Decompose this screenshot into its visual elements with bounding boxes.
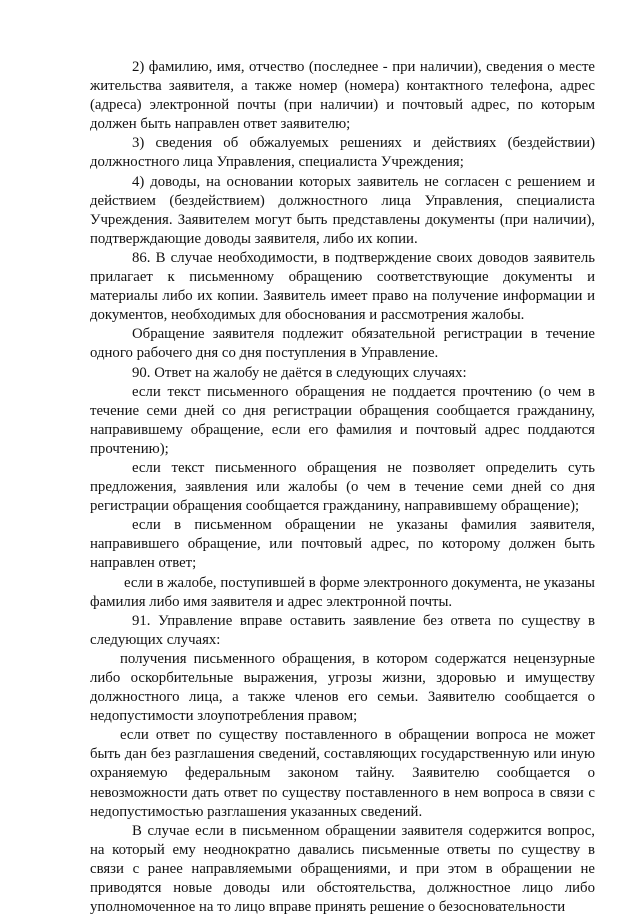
- paragraph-unclear-essence: если текст письменного обращения не позволяет определить суть предложения, заявления или жалобы (о чем в течение семи дней со дня регистрации обращения сообщается гражданину, направившему обращение);: [90, 459, 595, 515]
- paragraph-clause-86: 86. В случае необходимости, в подтверждение своих доводов заявитель прилагает к письменному обращению соответствующие документы и материалы либо их копии. Заявитель имеет право на получение информации и документов, необходимых для обоснования и рассмотрения жалобы.: [90, 249, 595, 324]
- paragraph-secret: если ответ по существу поставленного в обращении вопроса не может быть дан без разглашения сведений, составляющих государственную или иную охраняемую федеральным законом тайну. Заявителю сообщается о невозможности дать ответ по существу поставленного в нем вопроса в связи с недопустимостью разглашения указанных сведений.: [90, 727, 595, 820]
- document-page: [90, 58, 595, 917]
- paragraph-unreadable: если текст письменного обращения не поддается прочтению (о чем в течение семи дней со дня регистрации обращения сообщается гражданину, направившему обращение, если его фамилия и почтовый адрес поддаются прочтению);: [90, 383, 595, 457]
- paragraph-item-3: 3) сведения об обжалуемых решениях и действиях (бездействии) должностного лица Управления, специалиста Учреждения;: [90, 135, 595, 171]
- paragraph-registration: Обращение заявителя подлежит обязательной регистрации в течение одного рабочего дня со дня поступления в Управление.: [90, 326, 595, 362]
- paragraph-clause-90: 90. Ответ на жалобу не даётся в следующих случаях:: [132, 364, 467, 381]
- paragraph-repeated-question: В случае если в письменном обращении заявителя содержится вопрос, на который ему неоднократно давались письменные ответы по существу в связи с ранее направляемыми обращениями, и при этом в обращении не приводятся новые доводы или обстоятельства, должностное лицо либо уполномоченное на то лицо вправе принять решение о безосновательности: [90, 822, 595, 916]
- paragraph-offensive: получения письменного обращения, в котором содержатся нецензурные либо оскорбительные выражения, угрозы жизни, здоровью и имуществу должностного лица, а также членов его семьи. Заявителю сообщается о недопустимости злоупотребления правом;: [90, 650, 595, 725]
- paragraph-item-2: 2) фамилию, имя, отчество (последнее - при наличии), сведения о месте жительства заявителя, а также номер (номера) контактного телефона, адрес (адреса) электронной почты (при наличии) и почтовый адрес, по которым должен быть направлен ответ заявителю;: [90, 59, 595, 133]
- paragraph-item-4: 4) доводы, на основании которых заявитель не согласен с решением и действием (бездействием) должностного лица Управления, специалиста Учреждения. Заявителем могут быть представлены документы (при наличии), подтверждающие доводы заявителя, либо их копии.: [90, 173, 595, 247]
- paragraph-clause-91: 91. Управление вправе оставить заявление без ответа по существу в следующих случаях:: [90, 612, 595, 648]
- paragraph-no-name-address: если в письменном обращении не указаны фамилия заявителя, направившего обращение, или почтовый адрес, по которому должен быть направлен ответ;: [90, 517, 595, 572]
- paragraph-electronic-complaint: если в жалобе, поступившей в форме электронного документа, не указаны фамилия либо имя заявителя и адрес электронной почты.: [90, 574, 595, 610]
